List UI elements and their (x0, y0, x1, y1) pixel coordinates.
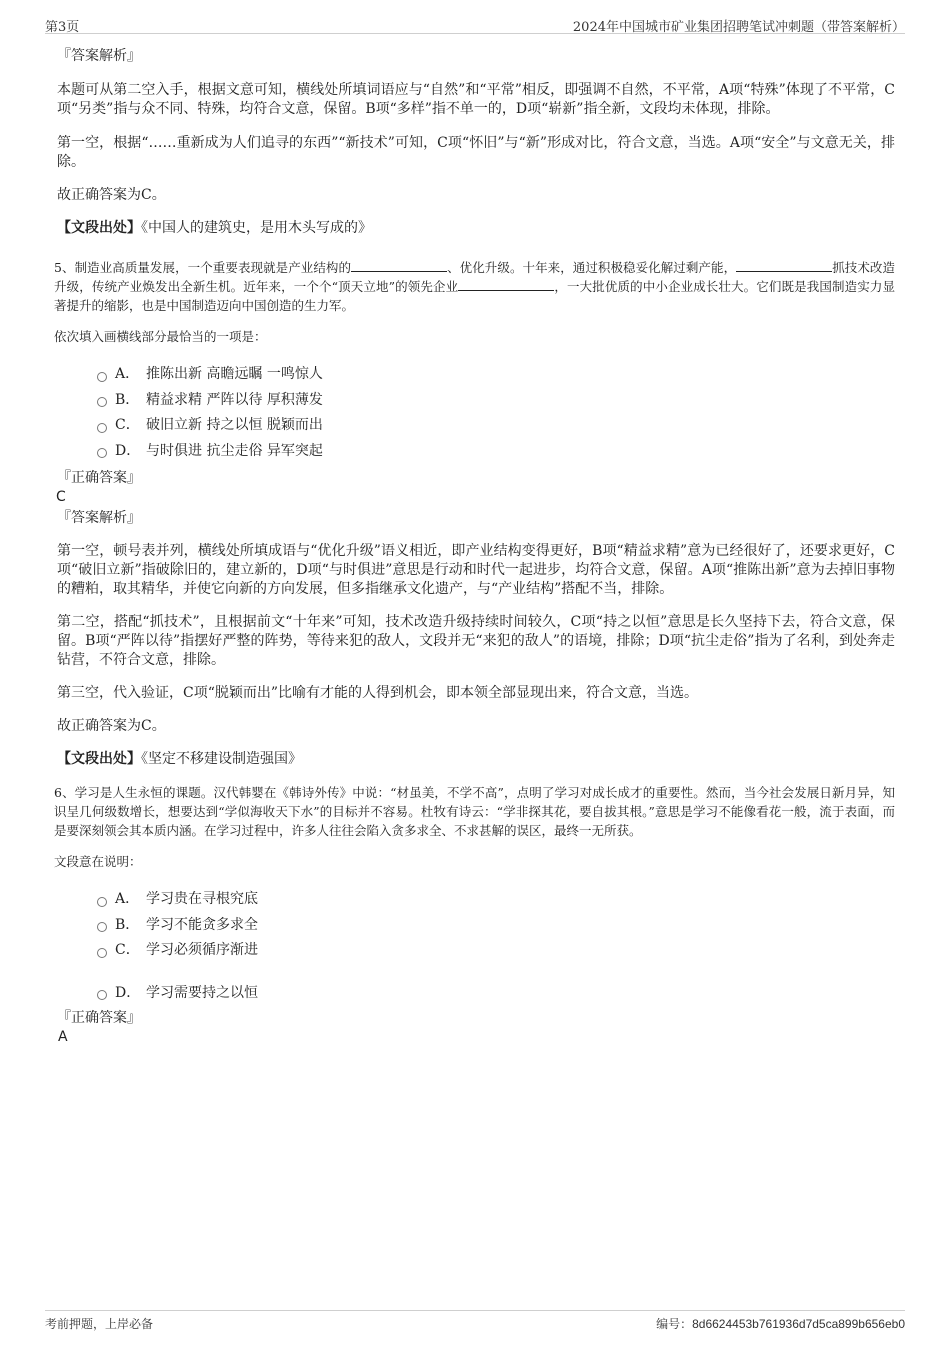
q6-option-a[interactable]: A． 学习贵在寻根究底 (97, 887, 895, 913)
page-content (54, 46, 895, 1046)
fill-blank-2 (736, 259, 832, 272)
q5-conclusion: 故正确答案为C。 (57, 718, 166, 734)
q6-prompt: 文段意在说明： (54, 854, 142, 869)
q4-source-text: 《中国人的建筑史，是用木头写成的》 (141, 220, 372, 236)
page-number: 第3页 (45, 20, 80, 35)
q6-options (97, 887, 895, 1006)
q5-prompt: 依次填入画横线部分最恰当的一项是： (54, 329, 267, 344)
q6-option-d[interactable]: D． 学习需要持之以恒 (97, 981, 895, 1007)
q6-option-b[interactable]: B． 学习不能贪多求全 (97, 913, 895, 939)
radio-icon[interactable] (97, 990, 107, 1000)
fill-blank-1 (351, 259, 447, 272)
page-header (45, 14, 905, 34)
radio-icon[interactable] (97, 397, 107, 407)
q5-source (57, 750, 895, 769)
q4-source-label: 【文段出处】 (57, 220, 141, 236)
fill-blank-3 (458, 278, 554, 291)
radio-icon[interactable] (97, 948, 107, 958)
q4-analysis-paragraph: 本题可从第二空入手，根据文意可知，横线处所填词语应与“自然”和“平常”相反，即强调不自然，不平常，A项“特殊”体现了不平常，C项“另类”指与众不同、特殊，均符合文意，保留。B项“多样”指不单一的，D项“崭新”指全新，文段均未体现，排除。 (57, 82, 895, 117)
radio-icon[interactable] (97, 423, 107, 433)
q4-conclusion: 故正确答案为C。 (57, 187, 166, 203)
radio-icon[interactable] (97, 922, 107, 932)
q4-analysis-label: 『答案解析』 (57, 48, 141, 64)
document-id: 8d6624453b761936d7d5ca899b656eb0 (692, 1317, 905, 1331)
page-footer (45, 1310, 905, 1330)
q5-option-a[interactable]: A． 推陈出新 高瞻远瞩 一鸣惊人 (97, 362, 895, 388)
q5-analysis-paragraph: 第三空，代入验证，C项“脱颖而出”比喻有才能的人得到机会，即本领全部显现出来，符合文意，当选。 (57, 685, 699, 701)
q6-stem: 6、学习是人生永恒的课题。汉代韩婴在《韩诗外传》中说：“材虽美，不学不高”，点明了学习对成长成才的重要性。然而，当今社会发展日新月异，知识呈几何级数增长，想要达到“学似海收天下水”的目标并不容易。杜牧有诗云：“学非探其花，要自拔其根。”意思是学习不能像看花一般，流于表面，而是要深刻领会其本质内涵。在学习过程中，许多人往往会陷入贪多求全、不求甚解的误区，最终一无所获。 (54, 785, 895, 838)
q4-source (57, 219, 895, 238)
q5-option-d[interactable]: D． 与时俱进 抗尘走俗 异军突起 (97, 439, 895, 465)
radio-icon[interactable] (97, 372, 107, 382)
q5-answer-label: 『正确答案』 (57, 470, 141, 486)
q5-answer: C (56, 489, 66, 505)
q5-analysis-label: 『答案解析』 (57, 510, 141, 526)
radio-icon[interactable] (97, 897, 107, 907)
q6-answer: A (58, 1029, 68, 1045)
q5-analysis-paragraph: 第一空，顿号表并列，横线处所填成语与“优化升级”语义相近，即产业结构变得更好，B项“精益求精”意为已经很好了，还要求更好，C项“破旧立新”指破除旧的，建立新的，D项“与时俱进”意思是行动和时代一起进步，均符合文意，保留。A项“推陈出新”意为去掉旧事物的糟粕，取其精华，并使它向新的方向发展，但多指继承文化遗产，与“产业结构”搭配不当，排除。 (57, 543, 895, 597)
q5-options (97, 362, 895, 464)
q5-option-b[interactable]: B． 精益求精 严阵以待 厚积薄发 (97, 388, 895, 414)
q6-option-c[interactable]: C． 学习必须循序渐进 (97, 938, 895, 964)
q6-answer-label: 『正确答案』 (57, 1010, 141, 1026)
q5-source-text: 《坚定不移建设制造强国》 (141, 751, 302, 767)
document-title: 2024年中国城市矿业集团招聘笔试冲刺题（带答案解析） (572, 20, 905, 35)
q4-analysis-paragraph: 第一空，根据“……重新成为人们追寻的东西”“新技术”可知，C项“怀旧”与“新”形成对比，符合文意，当选。A项“安全”与文意无关，排除。 (57, 135, 895, 170)
q5-option-c[interactable]: C． 破旧立新 持之以恒 脱颖而出 (97, 413, 895, 439)
q5-source-label: 【文段出处】 (57, 751, 141, 767)
footer-code: 编号：8d6624453b761936d7d5ca899b656eb0 (656, 1317, 905, 1331)
footer-slogan: 考前押题，上岸必备 (45, 1317, 154, 1331)
q5-stem: 5、制造业高质量发展，一个重要表现就是产业结构的 、优化升级。十年来，通过积极稳妥化解过剩产能， 抓技术改造升级，传统产业焕发出全新生机。近年来，一个个“顶天立地”的领先企业 ，一大批优质的中小企业成长壮大。它们既是我国制造实力显著提升的缩影，也是中国制造迈向中国创造的生力军。 (54, 260, 895, 313)
q5-analysis-paragraph: 第二空，搭配“抓技术”，且根据前文“十年来”可知，技术改造升级持续时间较久，C项“持之以恒”意思是长久坚持下去，符合文意，保留。B项“严阵以待”指摆好严整的阵势，等待来犯的敌人，文段并无“来犯的敌人”的语境，排除；D项“抗尘走俗”指为了名利，到处奔走钻营，不符合文意，排除。 (57, 614, 895, 668)
radio-icon[interactable] (97, 448, 107, 458)
